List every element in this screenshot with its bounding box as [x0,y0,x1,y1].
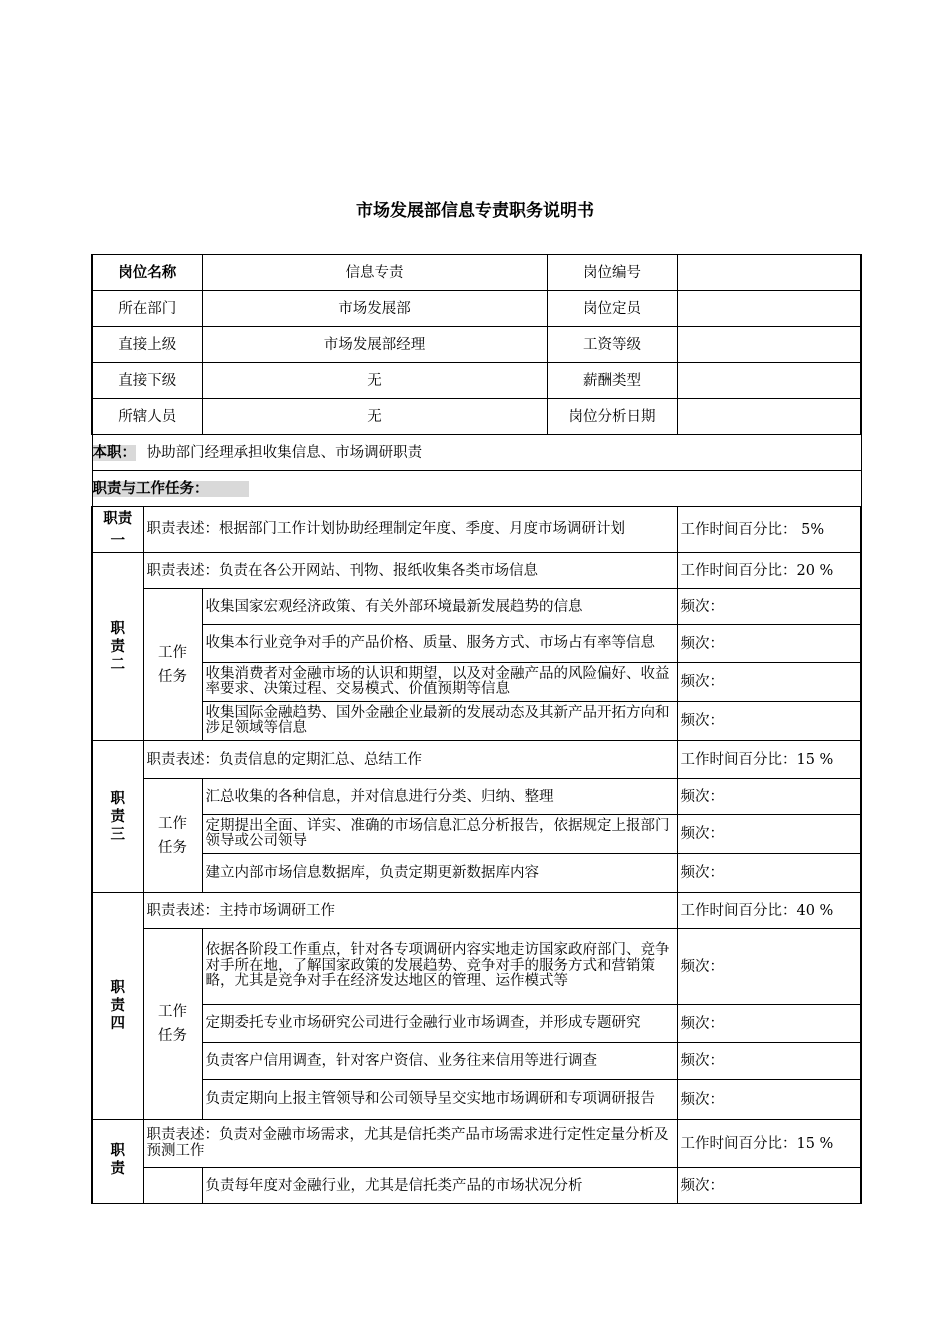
supervisor-label: 直接上级 [92,327,202,363]
duty-4-task-3: 负责客户信用调查，针对客户资信、业务往来信用等进行调查 [202,1043,677,1080]
duty-1-row [92,507,861,553]
analysis-date-label: 岗位分析日期 [547,399,677,435]
duty-3-task-3: 建立内部市场信息数据库，负责定期更新数据库内容 [202,854,677,893]
headcount-value [677,291,861,327]
duty-4-task-row [92,1080,861,1120]
duty-3-task-row [92,815,861,854]
basic-row-5 [92,399,861,435]
duty-2-label: 职 责 二 [92,553,143,741]
headcount-label: 岗位定员 [547,291,677,327]
duty-4-task-1-freq: 频次： [677,929,861,1005]
duties-header-row [92,471,861,507]
duty-5-desc-row [92,1120,861,1168]
duty-3-task-3-freq: 频次： [677,854,861,893]
duty-5-task-1: 负责每年度对金融行业，尤其是信托类产品的市场状况分析 [202,1168,677,1204]
duty-2-task-label: 工作 任务 [143,589,202,741]
main-duty-cell [92,435,861,471]
department-value: 市场发展部 [202,291,547,327]
main-duty-text: 协助部门经理承担收集信息、市场调研职责 [146,444,423,461]
position-code-label: 岗位编号 [547,255,677,291]
basic-row-3 [92,327,861,363]
duty-3-task-label: 工作 任务 [143,779,202,893]
duty-2-task-row [92,625,861,663]
managed-label: 所辖人员 [92,399,202,435]
duty-5-task-row [92,1168,861,1204]
duty-4-task-4-freq: 频次： [677,1080,861,1120]
duty-3-label: 职 责 三 [92,741,143,893]
managed-value: 无 [202,399,547,435]
main-duty-row [92,435,861,471]
duty-4-task-4: 负责定期向上报主管领导和公司领导呈交实地市场调研和专项调研报告 [202,1080,677,1120]
basic-row-1 [92,255,861,291]
duty-4-label: 职 责 四 [92,893,143,1120]
basic-row-2 [92,291,861,327]
subordinate-label: 直接下级 [92,363,202,399]
duty-2-task-row [92,589,861,625]
duty-4-task-row [92,1005,861,1043]
duty-2-task-2: 收集本行业竞争对手的产品价格、质量、服务方式、市场占有率等信息 [202,625,677,663]
duty-5-label: 职 责 [92,1120,143,1204]
duty-4-task-row [92,1043,861,1080]
duty-1-description: 职责表述：根据部门工作计划协助经理制定年度、季度、月度市场调研计划 [143,507,677,553]
subordinate-value: 无 [202,363,547,399]
duty-2-desc-row [92,553,861,589]
duty-3-task-row [92,779,861,815]
position-code-value [677,255,861,291]
duty-4-description: 职责表述：主持市场调研工作 [143,893,677,929]
duty-4-time-pct: 工作时间百分比：40 % [677,893,861,929]
pay-type-value [677,363,861,399]
department-label: 所在部门 [92,291,202,327]
duty-5-task-1-freq: 频次： [677,1168,861,1204]
duty-3-task-1-freq: 频次： [677,779,861,815]
duty-4-task-1: 依据各阶段工作重点，针对各专项调研内容实地走访国家政府部门、竞争对手所在地，了解国家政策的发展趋势、竞争对手的服务方式和营销策略，尤其是竞争对手在经济发达地区的管理、运作模式等 [202,929,677,1005]
salary-grade-value [677,327,861,363]
duty-4-task-2: 定期委托专业市场研究公司进行金融行业市场调查，并形成专题研究 [202,1005,677,1043]
duty-3-task-2-freq: 频次： [677,815,861,854]
duty-2-task-row [92,702,861,741]
job-description-table [91,254,862,1204]
duty-4-task-3-freq: 频次： [677,1043,861,1080]
duty-2-task-2-freq: 频次： [677,625,861,663]
pay-type-label: 薪酬类型 [547,363,677,399]
duty-3-task-1: 汇总收集的各种信息，并对信息进行分类、归纳、整理 [202,779,677,815]
duty-2-description: 职责表述：负责在各公开网站、刊物、报纸收集各类市场信息 [143,553,677,589]
duty-3-desc-row [92,741,861,779]
duty-4-task-2-freq: 频次： [677,1005,861,1043]
duties-header-cell [92,471,861,507]
duty-4-task-row [92,929,861,1005]
main-duty-label: 本职： [92,444,136,461]
duty-2-task-1: 收集国家宏观经济政策、有关外部环境最新发展趋势的信息 [202,589,677,625]
position-name-label: 岗位名称 [92,255,202,291]
duty-5-description: 职责表述：负责对金融市场需求，尤其是信托类产品市场需求进行定性定量分析及预测工作 [143,1120,677,1168]
supervisor-value: 市场发展部经理 [202,327,547,363]
duty-4-desc-row [92,893,861,929]
position-name-value: 信息专责 [202,255,547,291]
duty-2-task-3-freq: 频次： [677,663,861,702]
duty-2-time-pct: 工作时间百分比：20 % [677,553,861,589]
page-title: 市场发展部信息专责职务说明书 [356,201,594,221]
duty-1-time-pct: 工作时间百分比： 5% [677,507,861,553]
analysis-date-value [677,399,861,435]
duty-2-task-4-freq: 频次： [677,702,861,741]
duty-1-label: 职责 一 [92,507,143,553]
duty-2-task-3: 收集消费者对金融市场的认识和期望，以及对金融产品的风险偏好、收益率要求、决策过程、交易模式、价值预期等信息 [202,663,677,702]
duty-2-task-1-freq: 频次： [677,589,861,625]
duty-5-time-pct: 工作时间百分比：15 % [677,1120,861,1168]
duties-header: 职责与工作任务： [93,481,249,497]
duty-3-task-2: 定期提出全面、详实、准确的市场信息汇总分析报告，依据规定上报部门领导或公司领导 [202,815,677,854]
duty-3-time-pct: 工作时间百分比：15 % [677,741,861,779]
duty-4-task-label: 工作 任务 [143,929,202,1120]
duty-2-task-4: 收集国际金融趋势、国外金融企业最新的发展动态及其新产品开拓方向和涉足领域等信息 [202,702,677,741]
duty-3-task-row [92,854,861,893]
basic-row-4 [92,363,861,399]
salary-grade-label: 工资等级 [547,327,677,363]
duty-5-task-label-cell [143,1168,202,1204]
duty-2-task-row [92,663,861,702]
duty-3-description: 职责表述：负责信息的定期汇总、总结工作 [143,741,677,779]
